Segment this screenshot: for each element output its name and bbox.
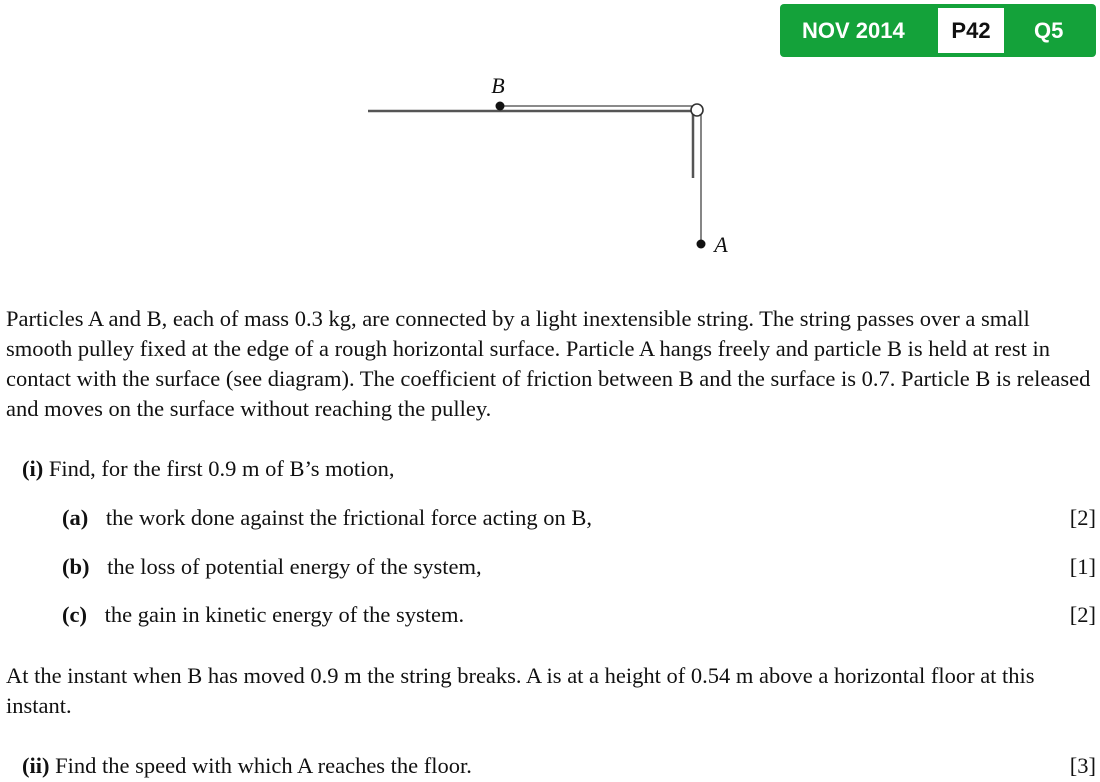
part-i [22,454,395,484]
paper-code: P42 [938,8,1004,53]
subpart-c [62,600,464,630]
part-ii-text: Find the speed with which A reaches the floor. [55,753,472,778]
subpart-b [62,552,482,582]
subpart-b-label: (b) [62,554,90,579]
subpart-b-marks: [1] [1069,554,1096,579]
part-ii-marks: [3] [1069,753,1096,778]
particle-a [697,240,706,249]
pulley [691,104,703,116]
subpart-a-label: (a) [62,505,89,530]
subpart-c-label: (c) [62,602,87,627]
subpart-a [62,503,592,533]
subpart-a-marks: [2] [1069,505,1096,530]
subpart-b-text: the loss of potential energy of the system, [107,554,482,579]
exam-session: NOV 2014 [802,18,905,43]
part-ii-label: (ii) [22,753,50,778]
subpart-c-marks: [2] [1069,602,1096,627]
label-b: B [491,73,505,98]
question-intro: Particles A and B, each of mass 0.3 kg, are connected by a light inextensible string. The string passes over a small smooth pulley fixed at the edge of a rough horizontal surface. Particle A hangs freely and particle B is held at rest in contact with the surface (see diagram). The coefficient of friction between B and the surface is 0.7. Particle B is released and moves on the surface without reaching the pulley. [6,306,1091,421]
part-ii [22,751,472,781]
question-continuation: At the instant when B has moved 0.9 m the string breaks. A is at a height of 0.54 m above a horizontal floor at this instant. [6,663,1035,718]
label-a: A [714,232,728,257]
question-number: Q5 [1034,18,1064,43]
subpart-a-text: the work done against the frictional force acting on B, [105,505,592,530]
part-i-text: Find, for the first 0.9 m of B’s motion, [48,456,395,481]
particle-b [496,102,505,111]
pulley-diagram [0,0,1100,300]
part-i-label: (i) [22,456,44,481]
subpart-c-text: the gain in kinetic energy of the system. [104,602,465,627]
